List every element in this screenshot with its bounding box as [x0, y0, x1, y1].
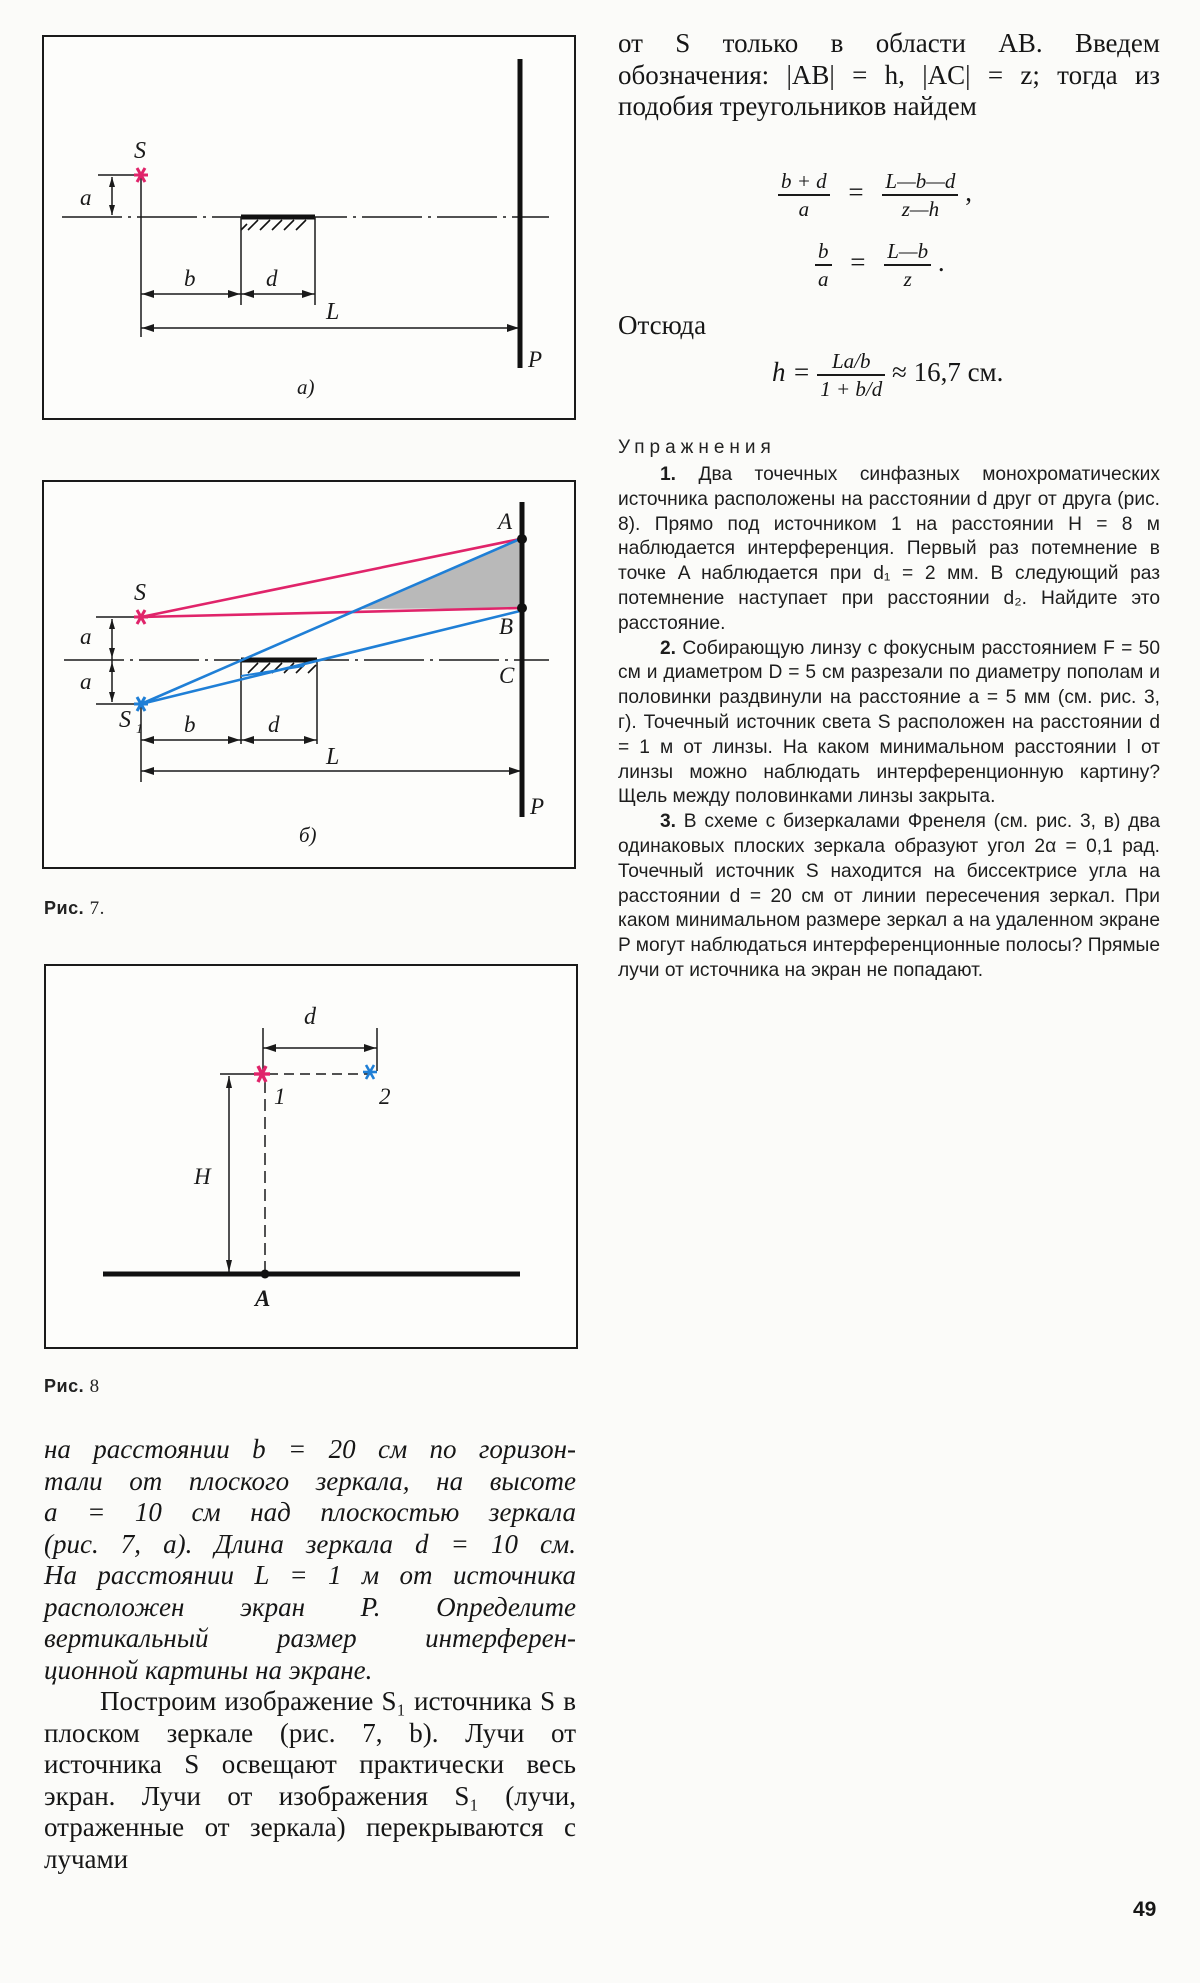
figure-7b-diagram	[44, 482, 574, 867]
figure-7-caption: Рис. 7.	[44, 898, 105, 919]
equation-2: $\frac{b}{a}$ = $\frac{L—b}{z}$ .	[815, 238, 945, 292]
svg-text:d: d	[266, 266, 278, 291]
exercise-2: 2. Собирающую линзу с фокусным расстоянием F = 50 см и диаметром D = 5 см разрезали по диаметру пополам и половинки раздвинули на расстояние a = 5 мм (см. рис. 3, г). Точечный источник света S расположен на расстоянии d = 1 м от линзы. На каком минимальном расстоянии l от линзы можно наблюдать интерференционную картину? Щель между половинками линзы закрыта.	[618, 637, 1160, 808]
svg-text:S: S	[134, 138, 146, 164]
svg-text:A: A	[255, 1286, 271, 1311]
exercises-list	[618, 463, 1160, 984]
exercises-section	[618, 437, 1160, 984]
svg-text:B: B	[499, 614, 514, 639]
figure-7a-diagram	[44, 37, 574, 418]
page-number: 49	[1133, 1898, 1157, 1921]
figure-8-diagram	[46, 966, 576, 1347]
svg-text:d: d	[268, 712, 280, 737]
svg-text:L: L	[326, 299, 340, 325]
svg-text:a: a	[80, 624, 92, 649]
svg-text:P: P	[530, 794, 545, 819]
exercises-title: Упражнения	[618, 437, 776, 458]
svg-text:P: P	[528, 347, 543, 372]
problem-statement	[44, 1434, 576, 1875]
svg-text:б): б)	[299, 823, 317, 847]
svg-text:b: b	[184, 266, 196, 291]
svg-text:a): a)	[297, 375, 315, 399]
svg-text:1: 1	[274, 1084, 286, 1109]
svg-text:H: H	[194, 1164, 211, 1189]
figure-8-caption: Рис. 8	[44, 1376, 100, 1397]
image-rays	[141, 539, 520, 704]
source-2-star-icon	[363, 1065, 377, 1079]
source-1-star-icon	[254, 1066, 270, 1082]
solution-text: Построим изображение S₁ источника S в плоском зеркале (рис. 7, b). Лучи от источника S освещают практически весь экран. Лучи от изображения S₁ (лучи, отраженные от зеркала) перекрываются с лучами	[44, 1686, 576, 1874]
svg-text:2: 2	[379, 1084, 391, 1109]
source-star-icon	[134, 610, 148, 624]
figure-7a	[42, 35, 576, 420]
svg-text:d: d	[304, 1004, 316, 1030]
svg-text:S: S	[134, 580, 146, 606]
exercise-1: 1. Два точечных синфазных монохроматических источника расположены на расстоянии d друг от друга (рис. 8). Прямо под источником 1 на расстоянии H = 8 м наблюдается интерференция. Первый раз потемнение в точке A наблюдается при d₁ = 2 мм. В следующий раз потемнение наступает при расстоянии d₂. Найдите это расстояние.	[618, 464, 1160, 634]
svg-text:1: 1	[136, 722, 143, 737]
svg-text:S: S	[119, 707, 131, 733]
figure-7b	[42, 480, 576, 869]
result-equation: h = $\frac{La/b}{1 + b/d}$ ≈ 16,7 см.	[772, 349, 1004, 401]
svg-text:a: a	[80, 185, 92, 210]
hence-label: Отсюда	[618, 310, 707, 340]
exercise-3: 3. В схеме с бизеркалами Френеля (см. рис. 3, в) два одинаковых плоских зеркала образуют угол 2α = 0,1 рад. Точечный источник S находится на биссектрисе угла на расстоянии d = 20 см от линии пересечения зеркал. При каком минимальном размере зеркал a на удаленном экране P могут наблюдаться интерференционные полосы? Прямые лучи от источника на экран не попадают.	[618, 811, 1160, 981]
figure-8	[44, 964, 578, 1349]
svg-text:a: a	[80, 669, 92, 694]
svg-text:A: A	[498, 509, 513, 534]
svg-text:L: L	[326, 744, 340, 770]
solution-continued: от S только в области AB. Введем обозначения: |AB| = h, |AC| = z; тогда из подобия треугольников найдем	[618, 28, 1160, 121]
svg-text:b: b	[184, 712, 196, 737]
svg-text:C: C	[499, 663, 515, 688]
equation-1: $\frac{b + d}{a}$ = $\frac{L—b—d}{z—h}$ ,	[778, 168, 972, 222]
problem-text: на расстоянии b = 20 см по горизон- тали от плоского зеркала, на высоте a = 10 см над плоскостью зеркала (рис. 7, а). Длина зеркала d = 10 см. На расстоянии L = 1 м от источника расположен экран P. Определите вертикальный размер интерферен- ционной картины на экране.	[44, 1434, 576, 1685]
